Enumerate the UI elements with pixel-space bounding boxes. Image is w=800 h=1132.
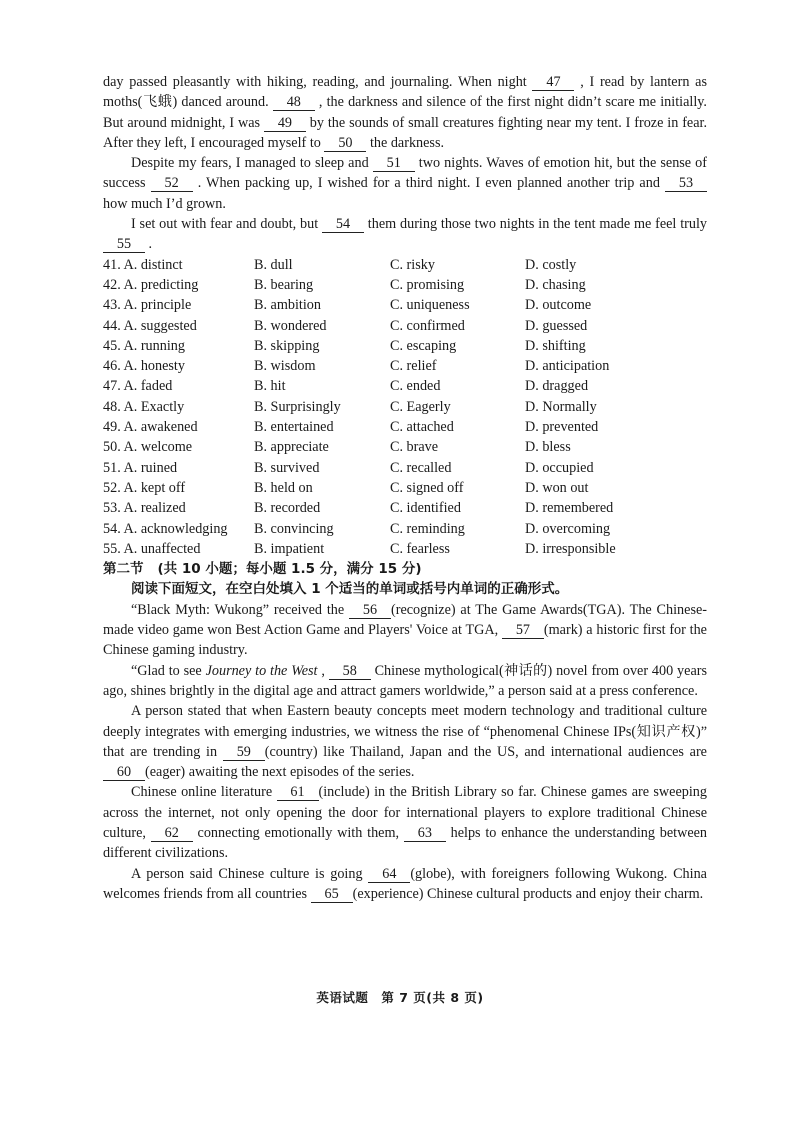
- option-row: [103, 356, 707, 376]
- blank-62: 62: [151, 825, 193, 842]
- option-a: 41. A. distinct: [103, 256, 183, 273]
- option-d: D. anticipation: [525, 358, 610, 375]
- option-d: D. won out: [525, 479, 589, 496]
- blank-61: 61: [277, 784, 319, 801]
- exam-page: [103, 72, 707, 904]
- option-a: 55. A. unaffected: [103, 540, 201, 557]
- option-row: [103, 275, 707, 295]
- option-a: 44. A. suggested: [103, 317, 197, 334]
- option-d: D. bless: [525, 439, 571, 456]
- blank-63: 63: [404, 825, 446, 842]
- option-a: 54. A. acknowledging: [103, 520, 228, 537]
- option-a: 47. A. faded: [103, 378, 173, 395]
- blank-49: 49: [264, 115, 306, 132]
- option-c: C. confirmed: [390, 317, 465, 334]
- option-d: D. overcoming: [525, 520, 611, 537]
- options-list: [103, 255, 707, 559]
- option-b: B. Surprisingly: [254, 398, 341, 415]
- option-a: 49. A. awakened: [103, 419, 198, 436]
- passage2-paragraph-5: A person said Chinese culture is going 64 (globe), with foreigners following Wukong. China welcomes friends from all countries 65 (experience) Chinese cultural products and enjoy their charm.: [103, 865, 707, 902]
- page-footer: 英语试题 第 7 页(共 8 页): [316, 990, 484, 1005]
- option-c: C. risky: [390, 256, 435, 273]
- section-2-note: (共 10 小题；每小题 1.5 分，满分 15 分): [157, 561, 422, 578]
- option-row: [103, 539, 707, 559]
- section-2-header: [103, 559, 707, 579]
- option-b: B. entertained: [254, 419, 334, 436]
- option-c: C. identified: [390, 500, 461, 517]
- option-row: [103, 519, 707, 539]
- option-b: B. hit: [254, 378, 286, 395]
- option-row: [103, 376, 707, 396]
- option-c: C. Eagerly: [390, 398, 451, 415]
- option-a: 52. A. kept off: [103, 479, 186, 496]
- blank-60: 60: [103, 764, 145, 781]
- option-row: [103, 397, 707, 417]
- option-row: [103, 417, 707, 437]
- blank-50: 50: [324, 135, 366, 152]
- option-b: B. skipping: [254, 337, 320, 354]
- passage2-paragraph-1: “Black Myth: Wukong” received the 56 (recognize) at The Game Awards(TGA). The Chinese-made video game won Best Action Game and Players' Voice at TGA, 57 (mark) a historic first for the Chinese gaming industry.: [103, 601, 707, 659]
- blank-47: 47: [532, 74, 574, 91]
- option-d: D. dragged: [525, 378, 589, 395]
- option-d: D. prevented: [525, 419, 599, 436]
- option-d: D. shifting: [525, 337, 586, 354]
- option-d: D. irresponsible: [525, 540, 616, 557]
- option-a: 53. A. realized: [103, 500, 186, 517]
- option-d: D. occupied: [525, 459, 594, 476]
- passage2-paragraph-4: Chinese online literature 61 (include) in the British Library so far. Chinese games are sweeping across the internet, not only opening the door for international players to explore traditional Chinese culture, 62 connecting emotionally with them, 63 helps to enhance the understanding between different civilizations.: [103, 784, 708, 862]
- option-a: 46. A. honesty: [103, 358, 185, 375]
- blank-57: 57: [502, 622, 544, 639]
- option-c: C. reminding: [390, 520, 465, 537]
- option-row: [103, 478, 707, 498]
- option-a: 42. A. predicting: [103, 276, 199, 293]
- blank-56: 56: [349, 602, 391, 619]
- option-row: [103, 437, 707, 457]
- option-d: D. costly: [525, 256, 577, 273]
- option-b: B. wisdom: [254, 358, 316, 375]
- option-b: B. impatient: [254, 540, 325, 557]
- option-d: D. chasing: [525, 276, 586, 293]
- option-a: 48. A. Exactly: [103, 398, 185, 415]
- section-2-title: 第二节: [103, 561, 144, 578]
- option-a: 45. A. running: [103, 337, 185, 354]
- blank-54: 54: [322, 216, 364, 233]
- option-row: [103, 498, 707, 518]
- blank-59: 59: [223, 744, 265, 761]
- option-c: C. relief: [390, 358, 437, 375]
- option-c: C. escaping: [390, 337, 457, 354]
- option-c: C. promising: [390, 276, 465, 293]
- blank-51: 51: [373, 155, 415, 172]
- option-row: [103, 316, 707, 336]
- option-b: B. wondered: [254, 317, 327, 334]
- option-c: C. uniqueness: [390, 297, 470, 314]
- option-c: C. ended: [390, 378, 441, 395]
- option-row: [103, 458, 707, 478]
- passage1-paragraph-2: Despite my fears, I managed to sleep and 51 two nights. Waves of emotion hit, but the sense of success 52 . When packing up, I wished for a third night. I even planned another trip and 53 how much I’d grown.: [103, 155, 707, 212]
- passage1-paragraph-3: I set out with fear and doubt, but 54 them during those two nights in the tent made me feel truly 55 .: [103, 214, 707, 255]
- blank-55: 55: [103, 236, 145, 253]
- option-d: D. outcome: [525, 297, 592, 314]
- option-row: [103, 255, 707, 275]
- option-b: B. held on: [254, 479, 313, 496]
- blank-58: 58: [329, 663, 371, 680]
- blank-64: 64: [368, 866, 410, 883]
- section-2-instruction: 阅读下面短文，在空白处填入 1 个适当的单词或括号内单词的正确形式。: [131, 581, 569, 598]
- blank-53: 53: [665, 175, 707, 192]
- option-row: [103, 336, 707, 356]
- option-b: B. bearing: [254, 276, 314, 293]
- option-a: 51. A. ruined: [103, 459, 178, 476]
- option-b: B. dull: [254, 256, 293, 273]
- blank-65: 65: [311, 886, 353, 903]
- passage2-paragraph-3: A person stated that when Eastern beauty concepts meet modern technology and traditional culture deeply integrates with emerging industries, we witness the rise of “phenomenal Chinese IPs(知识产权)” that are trending in 59 (country) like Thailand, Japan and the US, and international audiences are 60 (eager) awaiting the next episodes of the series.: [103, 703, 707, 781]
- option-d: D. Normally: [525, 398, 597, 415]
- option-b: B. survived: [254, 459, 320, 476]
- passage1-paragraph-1: day passed pleasantly with hiking, reading, and journaling. When night 47 , I read by lantern as moths(飞蛾) danced around. 48 , the darkness and silence of the first night didn’t scare me initially. But around midnight, I was 49 by the sounds of small creatures fighting near my tent. I froze in fear. After they left, I encouraged myself to 50 the darkness.: [103, 74, 707, 151]
- option-a: 50. A. welcome: [103, 439, 193, 456]
- option-c: C. brave: [390, 439, 439, 456]
- option-d: D. remembered: [525, 500, 614, 517]
- option-c: C. recalled: [390, 459, 452, 476]
- book-title: Journey to the West: [205, 662, 318, 679]
- option-c: C. signed off: [390, 479, 464, 496]
- option-b: B. recorded: [254, 500, 321, 517]
- blank-52: 52: [151, 175, 193, 192]
- option-a: 43. A. principle: [103, 297, 192, 314]
- blank-48: 48: [273, 94, 315, 111]
- option-c: C. attached: [390, 419, 454, 436]
- option-d: D. guessed: [525, 317, 588, 334]
- option-row: [103, 295, 707, 315]
- option-b: B. ambition: [254, 297, 321, 314]
- option-b: B. appreciate: [254, 439, 329, 456]
- option-b: B. convincing: [254, 520, 334, 537]
- option-c: C. fearless: [390, 540, 450, 557]
- passage2-paragraph-2: “Glad to see Journey to the West , 58 Chinese mythological(神话的) novel from over 400 years ago, shines brightly in the digital age and attract gamers worldwide,” a person said at a press conference.: [103, 662, 707, 699]
